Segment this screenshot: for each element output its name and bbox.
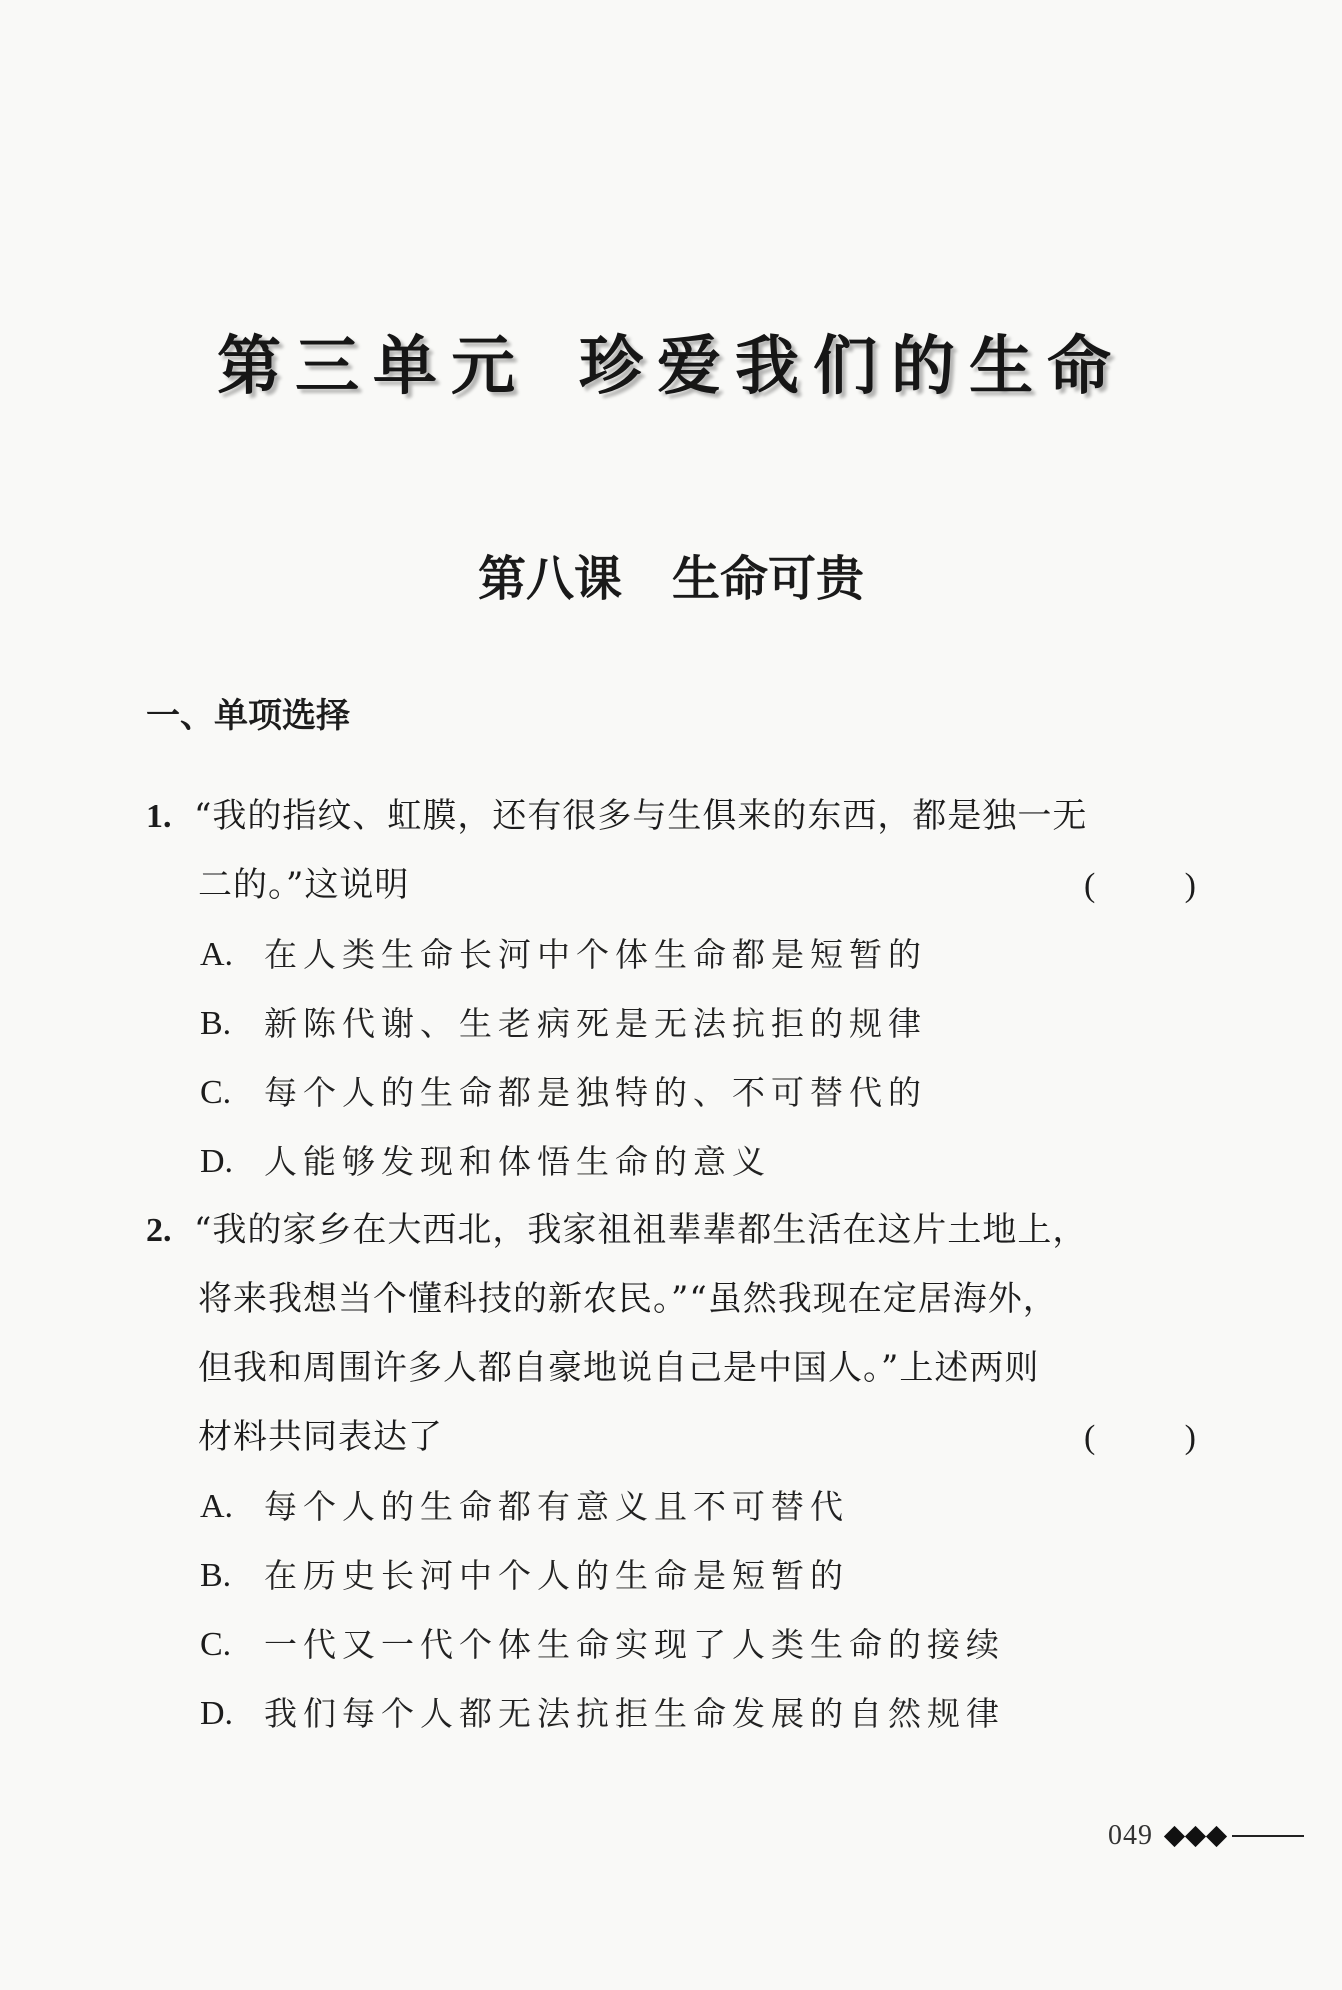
answer-bracket[interactable]: ( ) [1084, 1419, 1196, 1456]
option-c[interactable] [146, 1610, 1196, 1679]
option-text: 在历史长河中个人的生命是短暂的 [264, 1556, 849, 1595]
footer-rule [1232, 1835, 1304, 1837]
option-letter: B. [200, 1005, 232, 1042]
question-text: 二的。”这说明 [198, 865, 410, 905]
question-1 [146, 782, 1196, 1196]
option-text: 新陈代谢、生老病死是无法抗拒的规律 [264, 1004, 927, 1043]
option-text: 我们每个人都无法抗拒生命发展的自然规律 [264, 1694, 1005, 1733]
option-a[interactable] [146, 1472, 1196, 1541]
option-text: 在人类生命长河中个体生命都是短暂的 [264, 935, 927, 974]
option-d[interactable] [146, 1679, 1196, 1748]
question-number: 1. [146, 798, 172, 835]
question-line [146, 851, 1196, 920]
option-a[interactable] [146, 920, 1196, 989]
option-b[interactable] [146, 1541, 1196, 1610]
lesson-name: 生命可贵 [672, 551, 865, 607]
answer-bracket[interactable]: ( ) [1084, 867, 1196, 904]
option-letter: D. [200, 1695, 234, 1732]
diamond-icon [1206, 1825, 1227, 1846]
lesson-number: 第八课 [477, 551, 622, 607]
question-line [146, 1265, 1196, 1334]
diamond-ornament-icon [1167, 1829, 1230, 1844]
option-letter: A. [200, 936, 234, 973]
question-text: 材料共同表达了 [198, 1417, 443, 1457]
question-line [146, 782, 1196, 851]
option-text: 人能够发现和体悟生命的意义 [264, 1142, 771, 1181]
question-line [146, 1403, 1196, 1472]
page-footer [1108, 1820, 1304, 1852]
lesson-title [0, 540, 1342, 609]
option-text: 每个人的生命都有意义且不可替代 [264, 1487, 849, 1526]
question-number: 2. [146, 1212, 172, 1249]
question-line [146, 1196, 1196, 1265]
question-text: “我的家乡在大西北，我家祖祖辈辈都生活在这片土地上， [194, 1210, 1088, 1250]
question-text: 但我和周围许多人都自豪地说自己是中国人。”上述两则 [198, 1348, 1040, 1388]
option-text: 一代又一代个体生命实现了人类生命的接续 [264, 1625, 1005, 1664]
option-d[interactable] [146, 1127, 1196, 1196]
question-2 [146, 1196, 1196, 1748]
question-line [146, 1334, 1196, 1403]
unit-number: 第三单元 [217, 329, 529, 404]
question-text: “我的指纹、虹膜，还有很多与生俱来的东西，都是独一无 [194, 796, 1088, 836]
option-c[interactable] [146, 1058, 1196, 1127]
unit-title [0, 315, 1342, 407]
option-letter: A. [200, 1488, 234, 1525]
option-letter: C. [200, 1074, 232, 1111]
option-text: 每个人的生命都是独特的、不可替代的 [264, 1073, 927, 1112]
option-letter: C. [200, 1626, 232, 1663]
option-letter: B. [200, 1557, 232, 1594]
diamond-icon [1164, 1825, 1185, 1846]
page-number: 049 [1108, 1820, 1153, 1851]
question-text: 将来我想当个懂科技的新农民。”“虽然我现在定居海外， [198, 1279, 1058, 1319]
section-heading: 一、单项选择 [146, 696, 350, 736]
option-b[interactable] [146, 989, 1196, 1058]
diamond-icon [1185, 1825, 1206, 1846]
option-letter: D. [200, 1143, 234, 1180]
unit-name: 珍爱我们的生命 [579, 329, 1125, 404]
